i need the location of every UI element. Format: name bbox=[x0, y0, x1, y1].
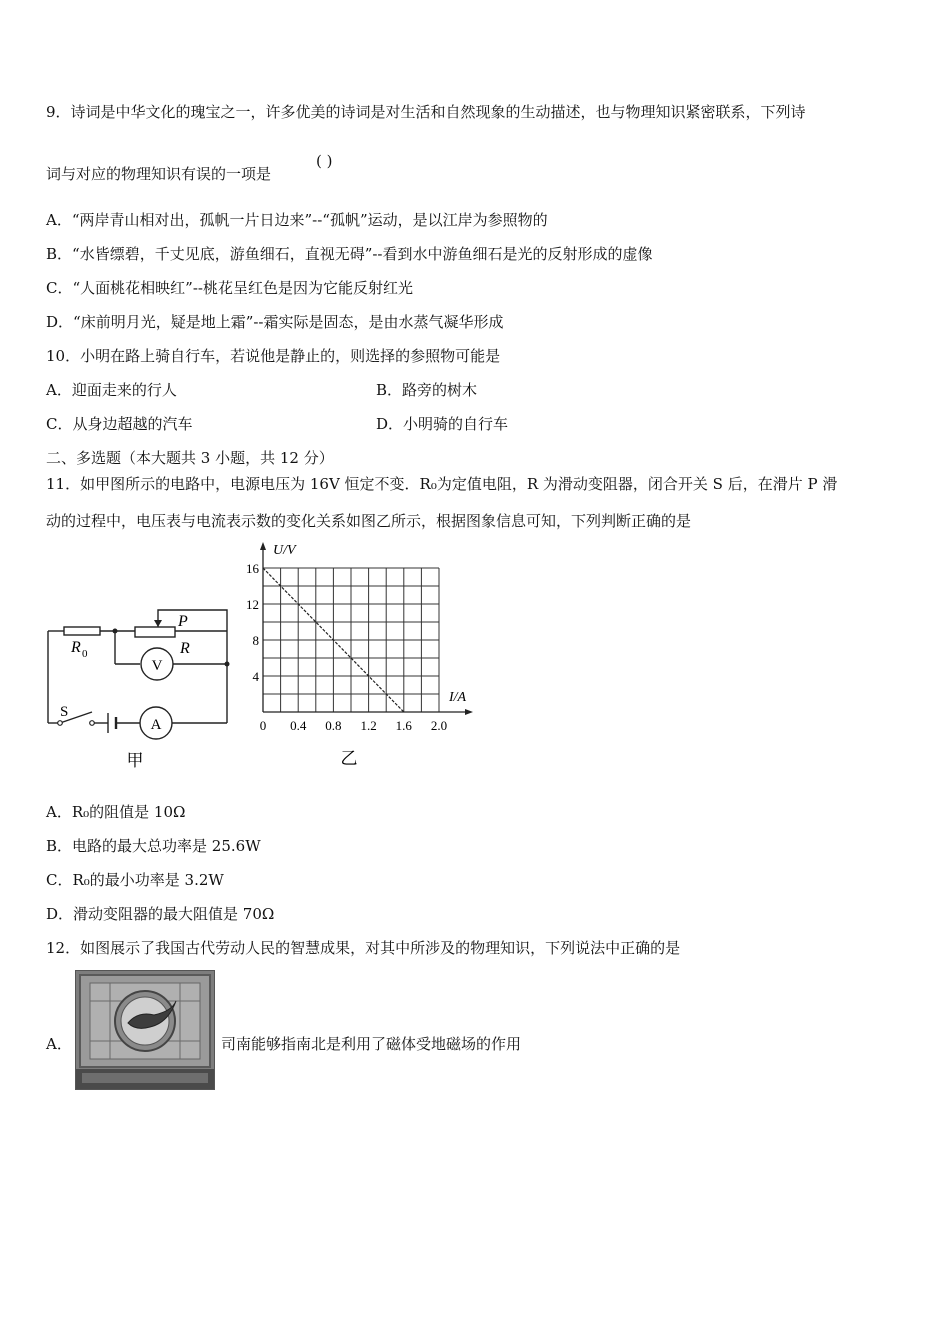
q11-option-d: D．滑动变阻器的最大阻值是 70Ω bbox=[46, 905, 275, 923]
q9-option-b: B．“水皆缥碧，千丈见底，游鱼细石，直视无碍”--看到水中游鱼细石是光的反射形成的虚像 bbox=[46, 245, 653, 263]
q10-option-d: D．小明骑的自行车 bbox=[376, 415, 509, 433]
section-header-multiple-choice: 二、多选题（本大题共 3 小题，共 12 分） bbox=[46, 449, 334, 467]
label-p: P bbox=[178, 613, 188, 630]
x-tick-label: 1.6 bbox=[395, 718, 412, 733]
chart-title: 乙 bbox=[340, 749, 358, 768]
q9-option-d: D．“床前明月光，疑是地上霜”--霜实际是固态，是由水蒸气凝华形成 bbox=[46, 313, 504, 331]
circuit-diagram bbox=[40, 600, 240, 775]
junction-right bbox=[225, 662, 230, 667]
q10-option-c: C．从身边超越的汽车 bbox=[46, 415, 193, 433]
label-r0-sub: 0 bbox=[82, 648, 88, 660]
resistor-r0 bbox=[64, 627, 100, 635]
q11-option-a: A．R₀的阻值是 10Ω bbox=[46, 803, 186, 821]
chart-grid bbox=[263, 568, 439, 712]
rheostat-r bbox=[135, 627, 175, 637]
slider-arrow bbox=[154, 620, 162, 627]
x-tick-label: 0 bbox=[259, 718, 267, 733]
q9-option-a: A．“两岸青山相对出，孤帆一片日边来”--“孤帆”运动，是以江岸为参照物的 bbox=[46, 211, 548, 229]
q11-option-c: C．R₀的最小功率是 3.2W bbox=[46, 871, 224, 889]
q10-option-a: A．迎面走来的行人 bbox=[46, 381, 177, 399]
q12-option-a-text: 司南能够指南北是利用了磁体受地磁场的作用 bbox=[221, 1035, 522, 1053]
chart-ylabel: U/V bbox=[273, 543, 296, 558]
ui-graph bbox=[235, 538, 475, 778]
x-tick-label: 1.2 bbox=[360, 718, 377, 733]
chart-xlabel: I/A bbox=[449, 690, 467, 705]
x-axis-arrow bbox=[465, 709, 473, 715]
x-tick-label: 0.8 bbox=[325, 718, 342, 733]
y-tick-label: 4 bbox=[252, 669, 259, 684]
q10-stem: 10．小明在路上骑自行车，若说他是静止的，则选择的参照物可能是 bbox=[46, 347, 501, 365]
junction-left bbox=[113, 629, 118, 634]
x-tick-label: 0.4 bbox=[290, 718, 307, 733]
label-r0: R bbox=[71, 639, 81, 656]
q11-option-b: B．电路的最大总功率是 25.6W bbox=[46, 837, 261, 855]
sinan-compass-image bbox=[75, 970, 215, 1090]
q9-stem-line2: 词与对应的物理知识有误的一项是 bbox=[46, 165, 272, 183]
x-tick-label: 2.0 bbox=[430, 718, 448, 733]
chart-tick-labels bbox=[246, 561, 447, 733]
y-tick-label: 16 bbox=[246, 561, 259, 576]
label-r: R bbox=[180, 640, 190, 657]
q10-option-b: B．路旁的树木 bbox=[376, 381, 478, 399]
caption-jia: 甲 bbox=[126, 751, 144, 770]
y-tick-label: 12 bbox=[246, 597, 259, 612]
y-axis-arrow bbox=[260, 542, 266, 550]
q11-stem-line2: 动的过程中，电压表与电流表示数的变化关系如图乙所示，根据图象信息可知，下列判断正确的是 bbox=[46, 512, 692, 530]
q9-answer-paren: ( ) bbox=[316, 152, 333, 170]
q12-stem: 12．如图展示了我国古代劳动人民的智慧成果，对其中所涉及的物理知识，下列说法中正确的是 bbox=[46, 939, 681, 957]
q9-option-c: C．“人面桃花相映红”--桃花呈红色是因为它能反射红光 bbox=[46, 279, 413, 297]
q11-stem-line1: 11．如甲图所示的电路中，电源电压为 16V 恒定不变．R₀为定值电阻，R 为滑动变阻器，闭合开关 S 后，在滑片 P 滑 bbox=[46, 475, 838, 493]
q12-option-a-label: A． bbox=[46, 1035, 72, 1053]
q9-stem-line1: 9．诗词是中华文化的瑰宝之一，许多优美的诗词是对生活和自然现象的生动描述，也与物理知识紧密联系，下列诗 bbox=[46, 103, 806, 121]
label-a: A bbox=[150, 717, 162, 733]
y-tick-label: 8 bbox=[252, 633, 259, 648]
label-s: S bbox=[60, 704, 69, 720]
label-v: V bbox=[151, 658, 163, 674]
